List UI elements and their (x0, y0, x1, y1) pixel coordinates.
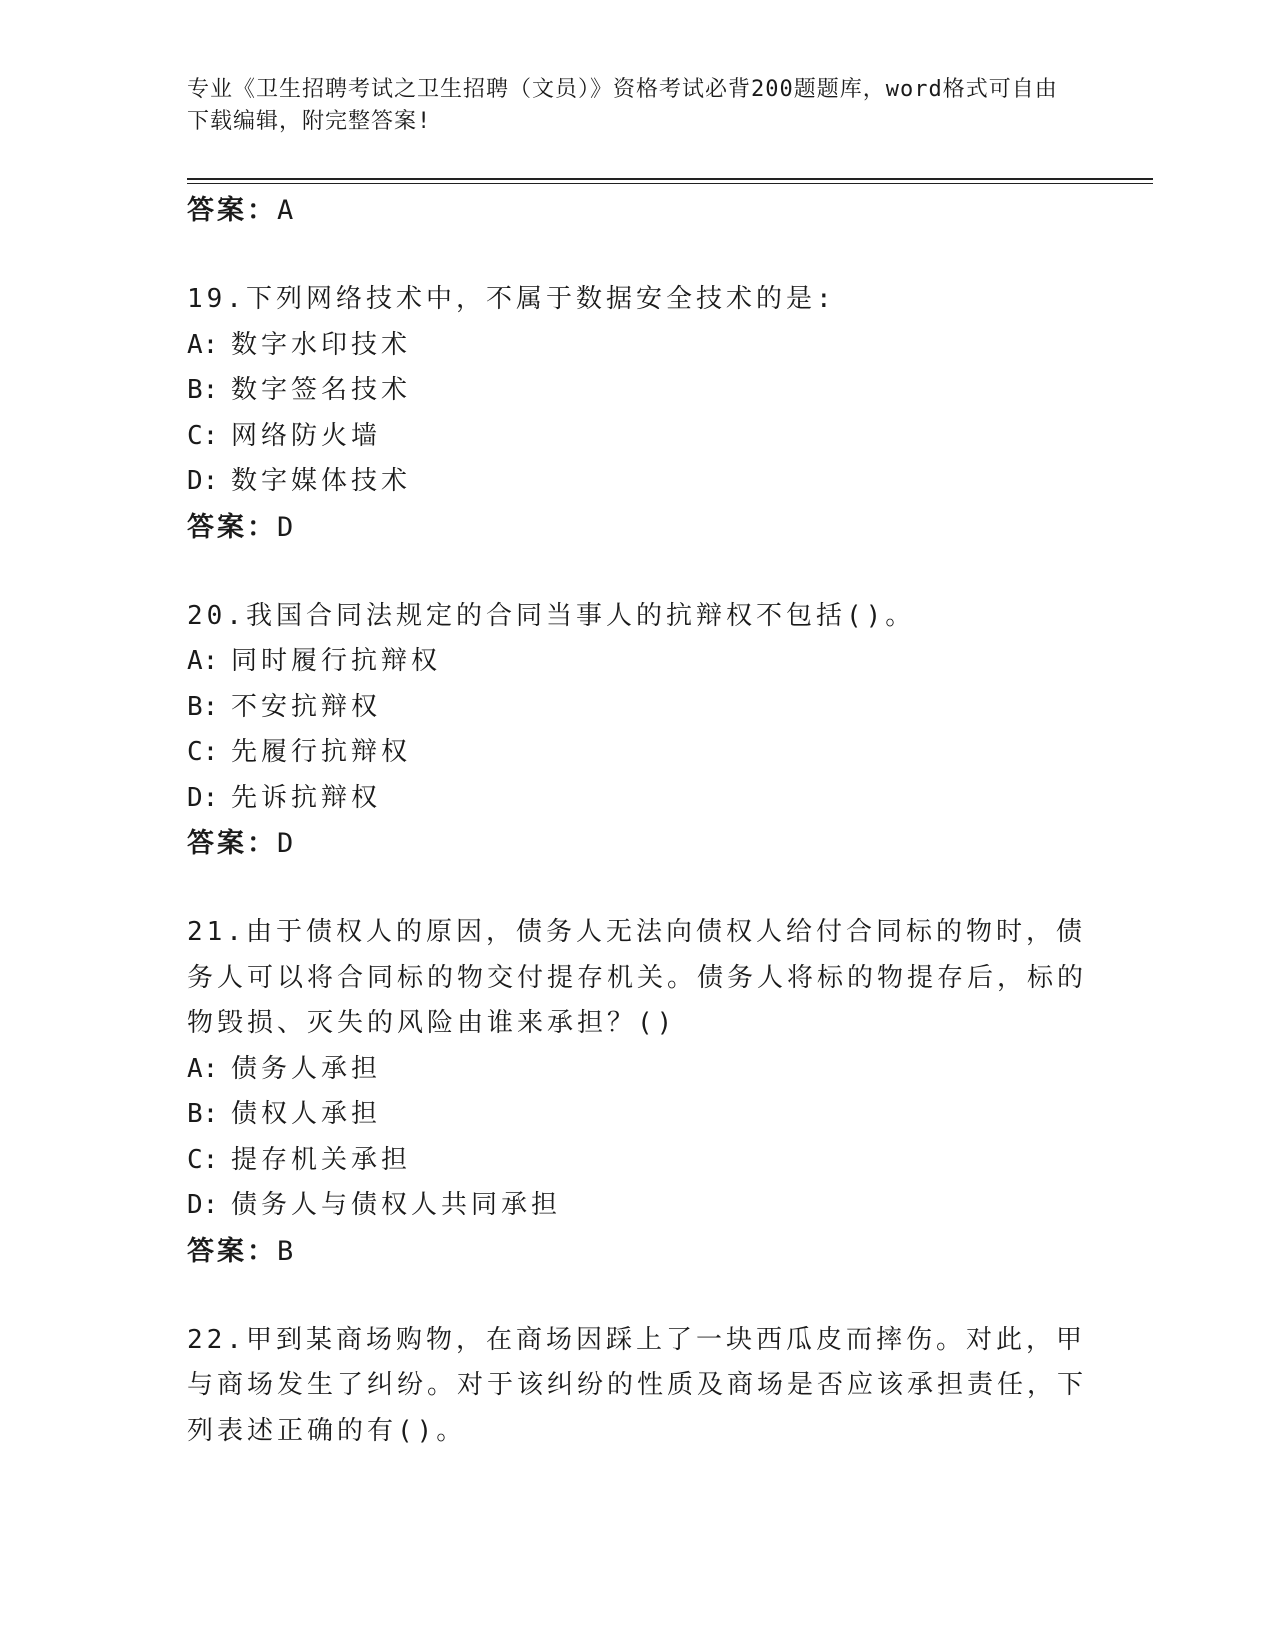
option-c (187, 1138, 1087, 1184)
option-a (187, 639, 1087, 685)
option-key: C: (187, 737, 219, 767)
option-c (187, 730, 1087, 776)
answer-label: 答案： (187, 828, 277, 859)
option-d (187, 1183, 1087, 1229)
option-text: 先诉抗辩权 (231, 782, 382, 813)
question-stem: 20.我国合同法规定的合同当事人的抗辩权不包括()。 (187, 600, 916, 631)
answer-line (187, 505, 1087, 551)
option-key: C: (187, 420, 219, 451)
option-key: B: (187, 1099, 219, 1129)
option-d (187, 459, 1087, 505)
option-a (187, 323, 1087, 369)
question-stem: 19.下列网络技术中，不属于数据安全技术的是: (187, 284, 836, 314)
option-text: 债务人与债权人共同承担 (231, 1190, 562, 1220)
option-text: 不安抗辩权 (231, 691, 382, 722)
question-block (187, 910, 1087, 1275)
option-text: 同时履行抗辩权 (231, 646, 442, 676)
question-stem: 22.甲到某商场购物，在商场因踩上了一块西瓜皮而摔伤。对此，甲与商场发生了纠纷。对于该纠纷的性质及商场是否应该承担责任，下列表述正确的有()。 (187, 1324, 1088, 1446)
option-key: D: (187, 466, 219, 496)
option-text: 债务人承担 (231, 1053, 382, 1084)
option-d (187, 776, 1087, 822)
answer-label: 答案： (187, 511, 277, 543)
option-text: 债权人承担 (231, 1099, 382, 1129)
answer-value: D (277, 511, 296, 543)
option-b (187, 368, 1087, 414)
option-text: 数字水印技术 (231, 329, 412, 360)
answer-value: D (277, 828, 296, 859)
question-block (187, 594, 1087, 868)
option-key: D: (187, 1190, 219, 1220)
question-block (187, 277, 1087, 551)
answer-line (187, 821, 1087, 867)
option-key: A: (187, 1053, 219, 1084)
answer-line (187, 1229, 1087, 1275)
option-key: B: (187, 375, 219, 405)
option-text: 数字媒体技术 (231, 466, 412, 496)
option-text: 提存机关承担 (231, 1144, 412, 1175)
option-key: C: (187, 1144, 219, 1175)
question-stem: 21.由于债权人的原因，债务人无法向债权人给付合同标的物时，债务人可以将合同标的物交付提存机关。债务人将标的物提存后，标的物毁损、灭失的风险由谁来承担？() (187, 917, 1088, 1038)
header-divider-thin (187, 183, 1153, 184)
option-text: 数字签名技术 (231, 375, 412, 405)
option-key: B: (187, 691, 219, 722)
option-text: 网络防火墙 (231, 420, 382, 451)
option-key: A: (187, 329, 219, 360)
header-divider (187, 178, 1153, 180)
question-block (187, 1318, 1087, 1455)
option-b (187, 1092, 1087, 1138)
answer-line (187, 188, 1087, 234)
document-header: 专业《卫生招聘考试之卫生招聘（文员）》资格考试必背200题题库，word格式可自由下载编辑，附完整答案! (187, 77, 1058, 134)
option-b (187, 685, 1087, 731)
option-key: A: (187, 646, 219, 676)
question-list (187, 188, 1087, 1454)
option-key: D: (187, 782, 219, 813)
option-c (187, 414, 1087, 460)
answer-label: 答案： (187, 195, 277, 226)
answer-value: B (277, 1235, 296, 1267)
option-text: 先履行抗辩权 (231, 737, 412, 767)
answer-value: A (277, 195, 296, 226)
option-a (187, 1047, 1087, 1093)
answer-label: 答案： (187, 1235, 277, 1267)
